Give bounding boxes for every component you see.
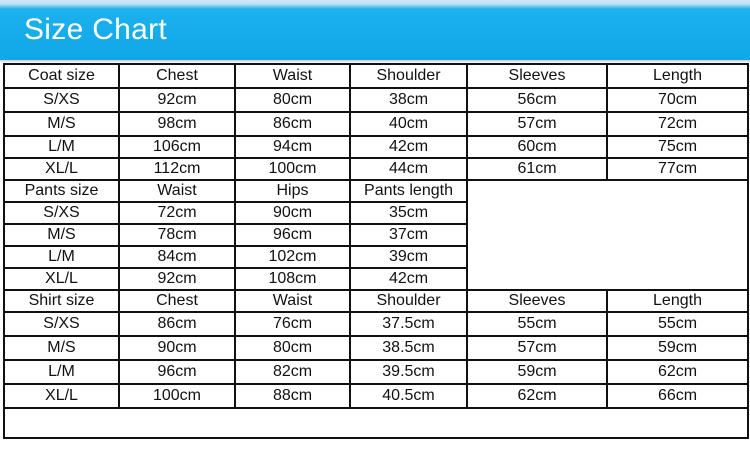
- table-cell: 106cm: [119, 136, 235, 158]
- table-row: [4, 158, 748, 180]
- coat-sleeves-header: Sleeves: [467, 64, 607, 88]
- pants-waist-header: Waist: [119, 180, 235, 202]
- table-cell: XL/L: [4, 384, 119, 408]
- shirt-waist-header: Waist: [235, 290, 350, 312]
- table-row: [4, 360, 748, 384]
- coat-shoulder-header: Shoulder: [350, 64, 467, 88]
- table-cell: 59cm: [607, 336, 748, 360]
- table-cell: 55cm: [607, 312, 748, 336]
- table-cell: 108cm: [235, 268, 350, 290]
- table-cell: 92cm: [119, 268, 235, 290]
- table-cell: 38cm: [350, 88, 467, 112]
- table-cell: M/S: [4, 112, 119, 136]
- footer-row: [4, 408, 748, 438]
- shirt-size-header: Shirt size: [4, 290, 119, 312]
- table-cell: 90cm: [119, 336, 235, 360]
- table-row: [4, 312, 748, 336]
- table-cell: S/XS: [4, 312, 119, 336]
- table-cell: 40.5cm: [350, 384, 467, 408]
- table-cell: 70cm: [607, 88, 748, 112]
- coat-header-row: [4, 64, 748, 88]
- table-cell: 55cm: [467, 312, 607, 336]
- pants-size-header: Pants size: [4, 180, 119, 202]
- coat-length-header: Length: [607, 64, 748, 88]
- size-chart-table: [3, 63, 749, 439]
- shirt-length-header: Length: [607, 290, 748, 312]
- table-cell: 84cm: [119, 246, 235, 268]
- table-cell: M/S: [4, 224, 119, 246]
- table-cell: 60cm: [467, 136, 607, 158]
- table-cell: XL/L: [4, 158, 119, 180]
- coat-chest-header: Chest: [119, 64, 235, 88]
- table-cell: 75cm: [607, 136, 748, 158]
- table-row: [4, 112, 748, 136]
- pants-hips-header: Hips: [235, 180, 350, 202]
- table-cell: 90cm: [235, 202, 350, 224]
- pants-header-row: [4, 180, 748, 202]
- table-cell: 88cm: [235, 384, 350, 408]
- title-banner: [0, 0, 750, 60]
- table-cell: 78cm: [119, 224, 235, 246]
- table-cell: 39cm: [350, 246, 467, 268]
- table-row: [4, 336, 748, 360]
- table-cell: 57cm: [467, 112, 607, 136]
- table-cell: 98cm: [119, 112, 235, 136]
- pants-length-header: Pants length: [350, 180, 467, 202]
- table-row: [4, 88, 748, 112]
- table-cell: XL/L: [4, 268, 119, 290]
- table-cell: 72cm: [119, 202, 235, 224]
- shirt-shoulder-header: Shoulder: [350, 290, 467, 312]
- table-cell: 44cm: [350, 158, 467, 180]
- table-cell: 35cm: [350, 202, 467, 224]
- table-cell: 80cm: [235, 88, 350, 112]
- table-cell: L/M: [4, 246, 119, 268]
- table-row: [4, 136, 748, 158]
- table-cell: S/XS: [4, 202, 119, 224]
- table-cell: L/M: [4, 136, 119, 158]
- table-cell: 37.5cm: [350, 312, 467, 336]
- table-cell: 77cm: [607, 158, 748, 180]
- shirt-chest-header: Chest: [119, 290, 235, 312]
- table-cell: 59cm: [467, 360, 607, 384]
- table-cell: 38.5cm: [350, 336, 467, 360]
- table-cell: 76cm: [235, 312, 350, 336]
- table-cell: 86cm: [235, 112, 350, 136]
- coat-size-header: Coat size: [4, 64, 119, 88]
- blank-area: [467, 180, 748, 290]
- table-cell: S/XS: [4, 88, 119, 112]
- table-cell: 56cm: [467, 88, 607, 112]
- table-cell: 66cm: [607, 384, 748, 408]
- table-cell: 100cm: [119, 384, 235, 408]
- table-cell: 96cm: [235, 224, 350, 246]
- footer-blank-cell: [4, 408, 748, 438]
- table-cell: 94cm: [235, 136, 350, 158]
- table-cell: 96cm: [119, 360, 235, 384]
- table-cell: 40cm: [350, 112, 467, 136]
- coat-waist-header: Waist: [235, 64, 350, 88]
- table-cell: 100cm: [235, 158, 350, 180]
- table-cell: M/S: [4, 336, 119, 360]
- table-cell: 37cm: [350, 224, 467, 246]
- table-cell: 72cm: [607, 112, 748, 136]
- shirt-header-row: [4, 290, 748, 312]
- table-row: [4, 384, 748, 408]
- table-cell: 61cm: [467, 158, 607, 180]
- shirt-sleeves-header: Sleeves: [467, 290, 607, 312]
- table-cell: 82cm: [235, 360, 350, 384]
- table-cell: 112cm: [119, 158, 235, 180]
- table-cell: 102cm: [235, 246, 350, 268]
- table-cell: 92cm: [119, 88, 235, 112]
- table-cell: L/M: [4, 360, 119, 384]
- table-cell: 39.5cm: [350, 360, 467, 384]
- table-cell: 86cm: [119, 312, 235, 336]
- table-cell: 62cm: [467, 384, 607, 408]
- table-cell: 80cm: [235, 336, 350, 360]
- table-cell: 62cm: [607, 360, 748, 384]
- table-cell: 57cm: [467, 336, 607, 360]
- table-cell: 42cm: [350, 268, 467, 290]
- page-title: Size Chart: [24, 13, 168, 46]
- table-cell: 42cm: [350, 136, 467, 158]
